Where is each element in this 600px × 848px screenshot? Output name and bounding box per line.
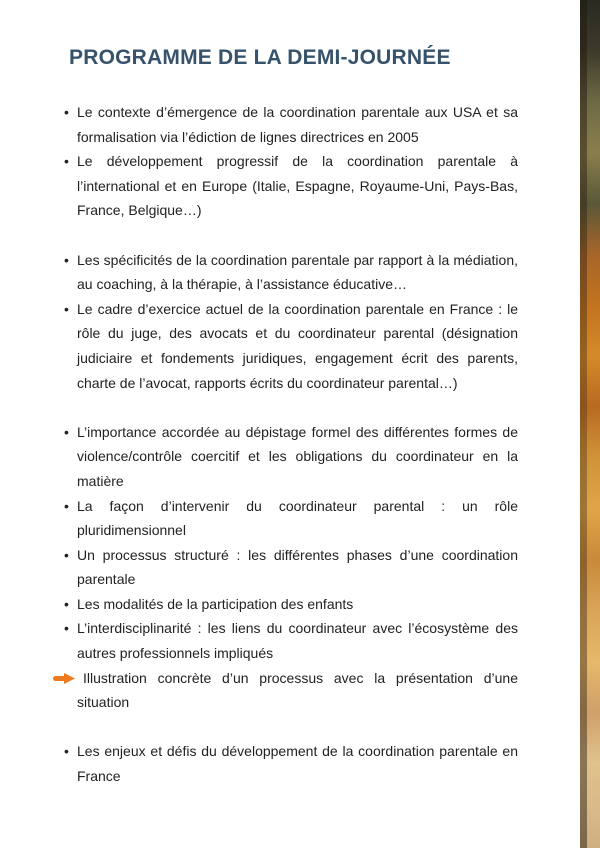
bullet-icon: • [64, 251, 69, 268]
list-item-text: Les modalités de la participation des enfants [77, 595, 354, 612]
list-item [64, 592, 518, 617]
list-item [64, 739, 518, 788]
bullet-icon: • [64, 153, 69, 170]
list-item [64, 420, 518, 494]
bullet-icon: • [64, 423, 69, 440]
list-item-text: La façon d’intervenir du coordinateur parental : un rôle pluridimensionnel [77, 497, 518, 539]
list-item [64, 100, 518, 149]
bullet-icon: • [64, 595, 69, 612]
list-item [64, 149, 518, 223]
list-item [64, 248, 518, 297]
list-item-text: Le contexte d’émergence de la coordination parentale aux USA et sa formalisation via l’édiction de lignes directrices en 2005 [77, 104, 518, 145]
list-item [64, 494, 518, 543]
right-arrow-icon [53, 673, 75, 684]
bullet-icon: • [64, 300, 69, 317]
list-item [64, 297, 518, 395]
bullet-icon: • [64, 743, 69, 760]
list-item-text: Le cadre d’exercice actuel de la coordination parentale en France : le rôle du juge, des avocats et du coordinateur parental (désignation judiciaire et fondements juridiques, engagement écrit des parents, charte de l’avocat, rapports écrits du coordinateur parental…) [77, 300, 518, 391]
list-item [64, 543, 518, 592]
bullet-icon: • [64, 497, 69, 514]
program-list [64, 100, 518, 789]
list-item-text: L’interdisciplinarité : les liens du coordinateur avec l’écosystème des autres professionnels impliqués [77, 620, 518, 662]
list-item-text: L’importance accordée au dépistage formel des différentes formes de violence/contrôle coercitif et les obligations du coordinateur en la matière [77, 423, 518, 489]
bullet-icon: • [64, 104, 69, 120]
page-title: PROGRAMME DE LA DEMI-JOURNÉE [69, 46, 451, 69]
list-item-highlight [77, 666, 518, 715]
list-item-text: Un processus structuré : les différentes phases d’une coordination parentale [77, 546, 518, 588]
list-item-text: Les spécificités de la coordination parentale par rapport à la médiation, au coaching, à la thérapie, à l’assistance éducative… [77, 251, 518, 293]
autumn-photo-strip [580, 0, 600, 848]
list-item-text: Les enjeux et défis du développement de la coordination parentale en France [77, 743, 518, 785]
list-item-text: Le développement progressif de la coordination parentale à l’international et en Europe (Italie, Espagne, Royaume-Uni, Pays-Bas, France, Belgique…) [77, 153, 518, 219]
list-item [64, 616, 518, 665]
bullet-icon: • [64, 546, 69, 563]
list-item-text: Illustration concrète d’un processus avec la présentation d’une situation [77, 669, 518, 711]
bullet-icon: • [64, 620, 69, 637]
